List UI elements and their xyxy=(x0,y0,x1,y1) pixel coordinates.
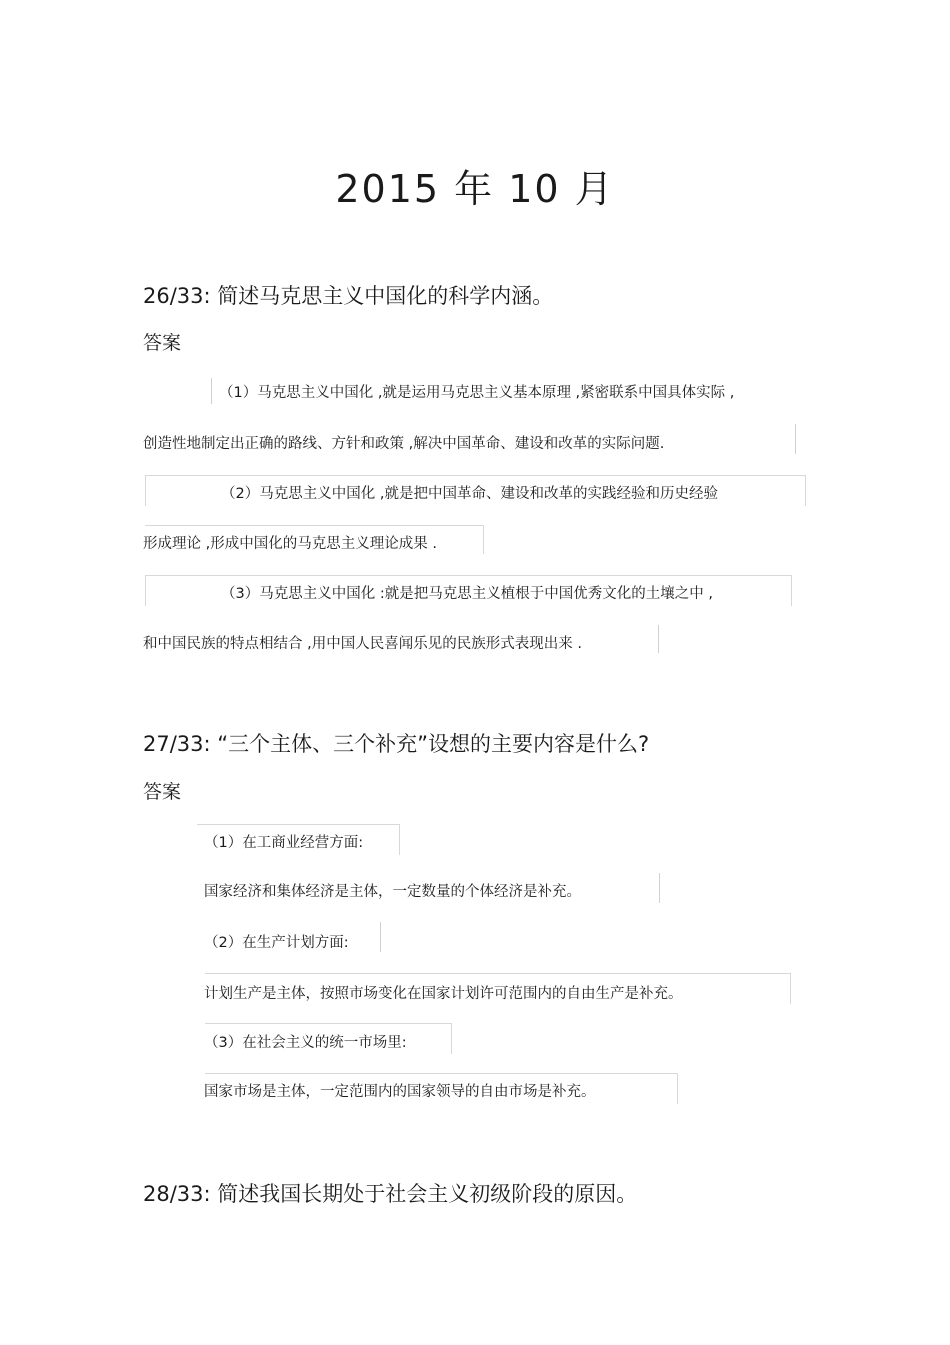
answer-27-line-6: 国家市场是主体，一定范围内的国家领导的自由市场是补充。 xyxy=(204,1084,596,1100)
answer-26-line-5: （3）马克思主义中国化 :就是把马克思主义植根于中国优秀文化的土壤之中 , xyxy=(221,586,713,602)
answer-26-line-1: （1）马克思主义中国化 ,就是运用马克思主义基本原理 ,紧密联系中国具体实际 , xyxy=(219,385,735,401)
box-border xyxy=(211,378,212,404)
box-border xyxy=(659,873,660,903)
answer-27-line-1: （1）在工商业经营方面: xyxy=(204,835,364,851)
answer-label-27: 答案 xyxy=(143,781,182,803)
question-26-heading: 26/33: 简述马克思主义中国化的科学内涵。 xyxy=(143,284,554,308)
answer-27-line-2: 国家经济和集体经济是主体，一定数量的个体经济是补充。 xyxy=(204,884,581,900)
box-border xyxy=(658,625,659,653)
answer-27-line-3: （2）在生产计划方面: xyxy=(204,935,349,951)
answer-26-line-3: （2）马克思主义中国化 ,就是把中国革命、建设和改革的实践经验和历史经验 xyxy=(221,486,718,502)
question-28-heading: 28/33: 简述我国长期处于社会主义初级阶段的原因。 xyxy=(143,1182,638,1206)
answer-27-line-5: （3）在社会主义的统一市场里: xyxy=(204,1035,407,1051)
answer-27-line-4: 计划生产是主体，按照市场变化在国家计划许可范围内的自由生产是补充。 xyxy=(204,986,683,1002)
answer-label-26: 答案 xyxy=(143,332,182,354)
question-27-heading: 27/33: “三个主体、三个补充”设想的主要内容是什么? xyxy=(143,732,650,756)
answer-26-line-2: 创造性地制定出正确的路线、方针和政策 ,解决中国革命、建设和改革的实际问题. xyxy=(143,436,665,452)
box-border xyxy=(380,922,381,952)
answer-26-line-6: 和中国民族的特点相结合 ,用中国人民喜闻乐见的民族形式表现出来 . xyxy=(143,636,582,652)
page-title: 2015 年 10 月 xyxy=(335,167,615,211)
box-border xyxy=(795,424,796,454)
answer-26-line-4: 形成理论 ,形成中国化的马克思主义理论成果 . xyxy=(143,536,437,552)
